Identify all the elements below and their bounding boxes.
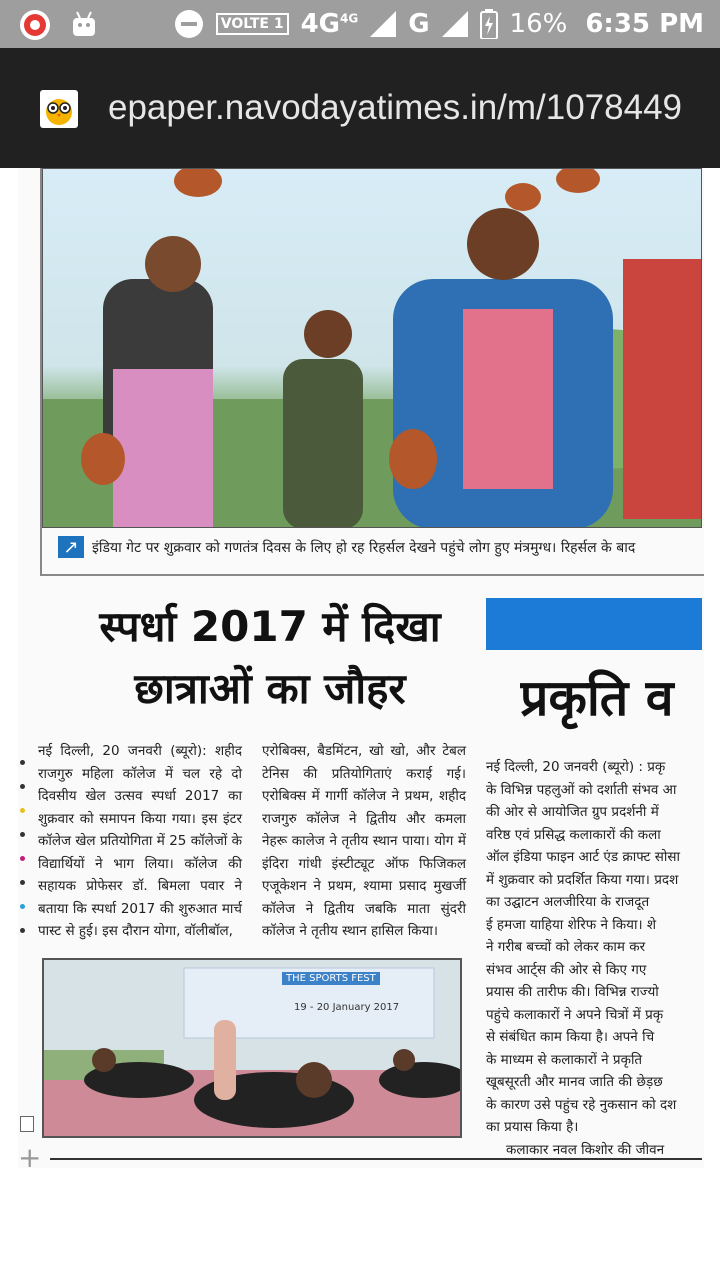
photo-yoga-students[interactable] [42, 958, 462, 1138]
article-column-2: एरोबिक्स, बैडमिंटन, खो खो, और टेबल टेनिस की प्रतियोगिताएं कराई गई। एरोबिक्स में गार्गी कॉलेज ने प्रथम, शहीद राजगुरु कॉलेज ने द्वितीय और कमला नेहरू कालेज ने तृतीय स्थान पाया। योग में इंदिरा गांधी इंस्टीट्यूट ऑफ फिजिकल एजूकेशन ने प्रथम, श्यामा प्रसाद मुखर्जी कॉलेज ने द्वितीय जबकि माता सुंदरी कॉलेज ने तृतीय स्थान हासिल किया। [262, 743, 466, 939]
bottom-divider [50, 1158, 702, 1160]
article-column-3-line: में शुक्रवार को प्रदर्शित किया गया। प्रदश [486, 871, 679, 888]
article-column-3-line: संभव आर्ट्स की ओर से किए गए [486, 961, 647, 978]
site-favicon-icon [40, 90, 78, 128]
banner-date: 19 - 20 January 2017 [294, 1002, 400, 1013]
select-checkbox[interactable] [20, 1116, 34, 1132]
article-column-3-line: के कारण उसे पहुंच रहे नुकसान को दश [486, 1096, 677, 1113]
article-column-3-line: प्रयास की तारीफ की। विभिन्न राज्यो [486, 984, 659, 1000]
signal-g-label: G [408, 9, 430, 39]
divider [40, 574, 704, 576]
divider-vertical [40, 168, 42, 576]
clock: 6:35 PM [585, 9, 704, 39]
section-banner [486, 598, 702, 650]
article-column-3-line: के माध्यम से कलाकारों ने प्रकृति [486, 1051, 643, 1068]
article-column-3-line: खूबसूरती और मानव जाति की छेड़छ [486, 1074, 663, 1090]
signal-4g-label: $4G^{4G}$ [300, 9, 359, 39]
article-column-1: नई दिल्ली, 20 जनवरी (ब्यूरो): शहीद राजगुरु महिला कॉलेज में चल रहे दो दिवसीय खेल उत्सव स्पर्धा 2017 का शुक्रवार को समापन किया गया। इस इंटर कॉलेज खेल प्रतियोगिता में 25 कॉलेजों के विद्यार्थियों ने भाग लिया। कॉलेज की सहायक प्रोफेसर डॉ. बिमला पवार ने बताया कि स्पर्धा 2017 की शुरुआत मार्च पास्ट से हुई। इस दौरान योगा, वॉलीबॉल, [38, 743, 242, 939]
margin-dots [20, 760, 26, 952]
do-not-disturb-icon [174, 9, 204, 39]
headline-sports-fest: स्पर्धा 2017 में दिखा छात्राओं का जौहर [99, 602, 441, 713]
battery-percent: 16% [509, 9, 568, 39]
photo-rehearsal-dancers[interactable] [42, 168, 702, 528]
article-column-3-line: ई हमजा याहिया शेरिफ ने किया। शे [486, 916, 657, 933]
volte-label: VOLTE 1 [216, 13, 289, 35]
banner-title: THE SPORTS FEST [282, 972, 380, 985]
photo-caption: ↗ इंडिया गेट पर शुक्रवार को गणतंत्र दिवस के लिए हो रह रिहर्सल देखने पहुंचे लोग हुए मंत्रमुग्ध। रिहर्सल के बाद [58, 532, 702, 562]
app-badge-icon [18, 8, 52, 42]
article-column-3 [486, 756, 702, 1161]
android-icon [70, 10, 98, 40]
article-column-3-line: कलाकार नवल किशोर की जीवन [506, 1141, 665, 1158]
battery-icon [480, 9, 498, 39]
signal-icon [370, 11, 396, 37]
article-column-3-line: ऑल इंडिया फाइन आर्ट एंड क्राफ्ट सोसा [486, 849, 681, 865]
headline-nature: प्रकृति व [520, 669, 674, 727]
article-column-3-line: के विभिन्न पहलुओं को दर्शाती संभव आ [486, 781, 677, 798]
caption-arrow-icon: ↗ [58, 536, 84, 558]
article-column-3-line: वरिष्ठ एवं प्रसिद्ध कलाकारों की कला [486, 826, 661, 843]
crosshair-icon: + [18, 1141, 42, 1174]
article-column-3-line: की ओर से आयोजित ग्रुप प्रदर्शनी में [486, 804, 659, 820]
article-column-3-line: का प्रयास किया है। [486, 1119, 579, 1135]
status-bar [0, 0, 720, 48]
article-column-3-line: से संबंधित काम किया है। अपने चि [486, 1029, 655, 1045]
article-column-3-line: पहुंचे कलाकारों ने अपने चित्रों में प्रकृ [486, 1006, 664, 1023]
article-column-3-line: नई दिल्ली, 20 जनवरी (ब्यूरो) : प्रकृ [486, 759, 666, 775]
url-text[interactable]: epaper.navodayatimes.in/m/1078449 [108, 88, 683, 127]
article-column-3-line: का उद्घाटन अलजीरिया के राजदूत [486, 894, 650, 910]
signal-icon-2 [442, 11, 468, 37]
epaper-page[interactable] [0, 168, 720, 1280]
article-column-3-line: ने गरीब बच्चों को लेकर काम कर [486, 939, 646, 955]
browser-url-bar[interactable] [0, 48, 720, 168]
